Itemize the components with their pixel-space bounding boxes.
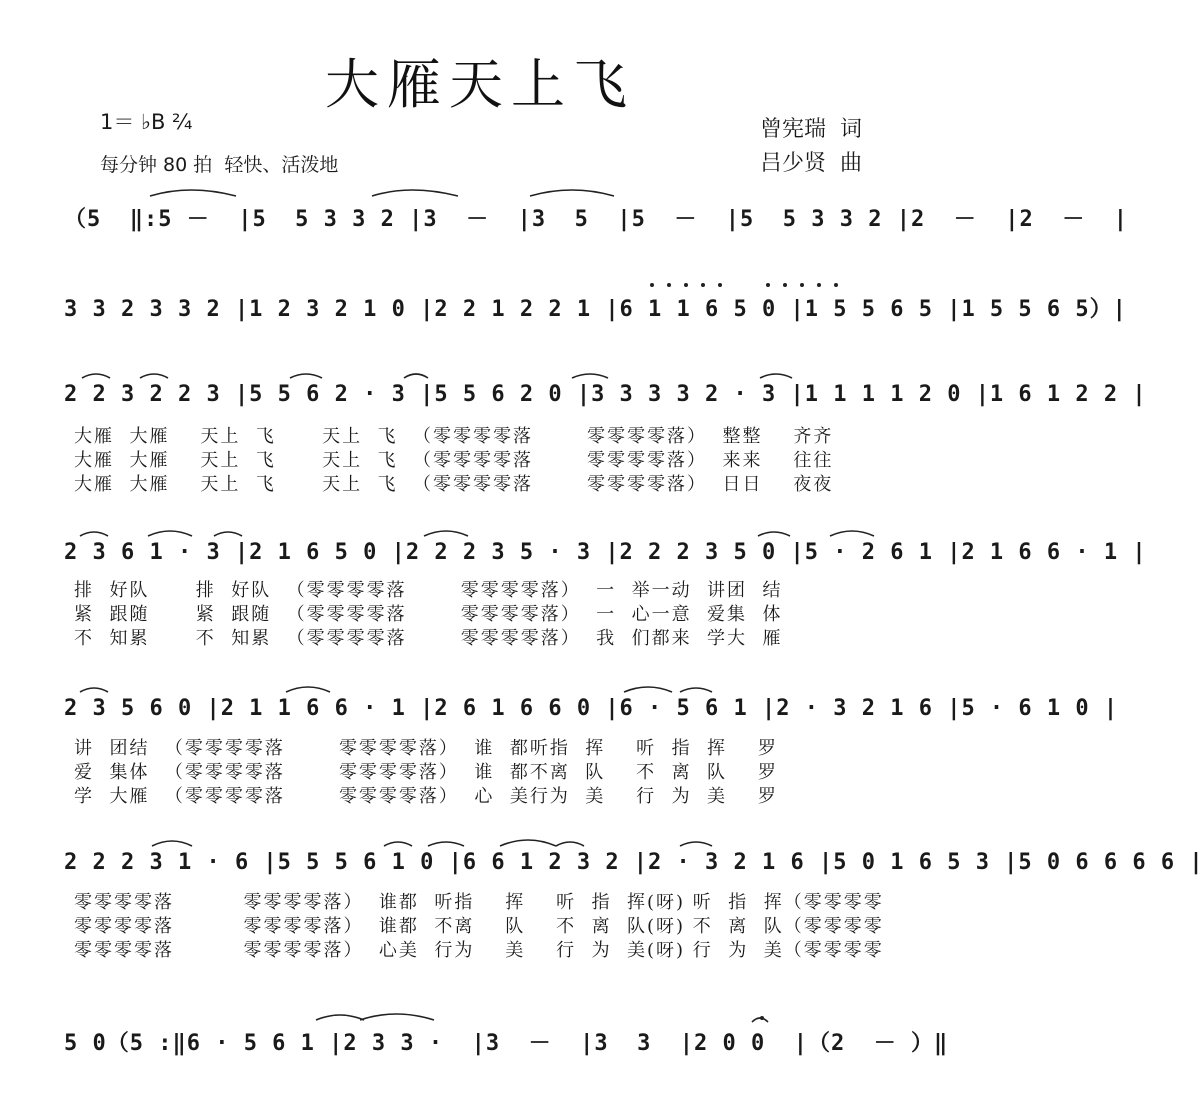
- slur-mark: [152, 841, 192, 846]
- lyricist-credit: 曾宪瑞 词: [760, 117, 862, 142]
- high-octave-dot: [684, 283, 688, 287]
- slur-mark: [572, 374, 608, 378]
- lyric-line: 排 好队 排 好队 （零零零零落 零零零零落） 一 举一动 讲团 结: [74, 580, 783, 601]
- slur-mark: [82, 374, 110, 378]
- song-title: 大雁天上飞: [325, 53, 635, 116]
- lyric-line: 学 大雁 （零零零零落 零零零零落） 心 美行为 美 行 为 美 罗: [74, 786, 778, 807]
- high-octave-dot: [701, 283, 705, 287]
- high-octave-dot: [718, 283, 722, 287]
- notation-line: （5 ‖:5 － |5 5 3 3 2 |3 － |3 5 |5 － |5 5 3 3 2 |2 － |2 － |: [64, 207, 1128, 232]
- lyric-line: 大雁 大雁 天上 飞 天上 飞 （零零零零落 零零零零落） 整整 齐齐: [74, 426, 834, 447]
- slur-mark: [404, 374, 428, 378]
- lyric-line: 讲 团结 （零零零零落 零零零零落） 谁 都听指 挥 听 指 挥 罗: [74, 738, 778, 759]
- notation-line: 2 2 2 3 1 · 6 |5 5 5 6 1 0 |6 6 1 2 3 2 |2 · 3 2 1 6 |5 0 1 6 5 3 |5 0 6 6 6 6 |: [64, 850, 1204, 875]
- slur-mark: [316, 1015, 364, 1020]
- fermata-mark: [752, 1018, 768, 1022]
- slur-mark: [830, 531, 874, 536]
- high-octave-dot: [834, 283, 838, 287]
- slur-mark: [384, 842, 412, 846]
- slur-mark: [424, 531, 468, 536]
- slur-mark: [148, 531, 192, 536]
- notation-line: 2 3 6 1 · 3 |2 1 6 5 0 |2 2 2 3 5 · 3 |2 2 2 3 5 0 |5 · 2 6 1 |2 1 6 6 · 1 |: [64, 540, 1147, 565]
- slur-mark: [760, 374, 792, 378]
- lyric-line: 大雁 大雁 天上 飞 天上 飞 （零零零零落 零零零零落） 来来 往往: [74, 450, 834, 471]
- slur-mark: [680, 842, 712, 846]
- slur-mark: [286, 687, 330, 692]
- high-octave-dot: [817, 283, 821, 287]
- lyric-line: 爱 集体 （零零零零落 零零零零落） 谁 都不离 队 不 离 队 罗: [74, 762, 778, 783]
- high-octave-dot: [667, 283, 671, 287]
- lyric-line: 紧 跟随 紧 跟随 （零零零零落 零零零零落） 一 心一意 爱集 体: [74, 604, 783, 625]
- slur-mark: [500, 840, 556, 846]
- slur-mark: [290, 374, 322, 378]
- lyric-line: 零零零零落 零零零零落） 谁都 听指 挥 听 指 挥(呀) 听 指 挥（零零零零: [74, 892, 884, 913]
- slur-mark: [556, 842, 584, 846]
- tie-mark: [150, 190, 236, 196]
- notation-line: 5 0（5 :‖6 · 5 6 1 |2 3 3 · |3 － |3 3 |2 0 0 |（2 － ）‖: [64, 1031, 949, 1056]
- lyric-line: 大雁 大雁 天上 飞 天上 飞 （零零零零落 零零零零落） 日日 夜夜: [74, 474, 834, 495]
- tie-mark: [372, 190, 458, 196]
- notation-line: 2 3 5 6 0 |2 1 1 6 6 · 1 |2 6 1 6 6 0 |6 · 5 6 1 |2 · 3 2 1 6 |5 · 6 1 0 |: [64, 696, 1119, 721]
- slur-mark: [214, 532, 242, 536]
- slur-mark: [624, 687, 672, 692]
- high-octave-dot: [766, 283, 770, 287]
- notation-line: 3 3 2 3 3 2 |1 2 3 2 1 0 |2 2 1 2 2 1 |6 1 1 6 5 0 |1 5 5 6 5 |1 5 5 6 5）|: [64, 297, 1127, 322]
- tie-mark: [530, 190, 614, 196]
- slur-mark: [758, 532, 790, 536]
- slur-mark: [680, 688, 712, 692]
- high-octave-dot: [783, 283, 787, 287]
- slur-mark: [140, 374, 168, 378]
- fermata-dot: [760, 1016, 764, 1020]
- slur-mark: [428, 842, 464, 846]
- key-signature: 1＝ ♭B ²⁄₄: [100, 110, 193, 134]
- lyric-line: 零零零零落 零零零零落） 谁都 不离 队 不 离 队(呀) 不 离 队（零零零零: [74, 916, 884, 937]
- high-octave-dot: [800, 283, 804, 287]
- high-octave-dot: [650, 283, 654, 287]
- notation-line: 2 2 3 2 2 3 |5 5 6 2 · 3 |5 5 6 2 0 |3 3 3 3 2 · 3 |1 1 1 1 2 0 |1 6 1 2 2 |: [64, 382, 1147, 407]
- lyric-line: 不 知累 不 知累 （零零零零落 零零零零落） 我 们都来 学大 雁: [74, 628, 783, 649]
- slur-mark: [80, 688, 108, 692]
- slur-mark: [80, 532, 108, 536]
- composer-credit: 吕少贤 曲: [760, 151, 862, 176]
- tie-mark: [360, 1014, 434, 1020]
- tempo-marking: 每分钟 80 拍 轻快、活泼地: [100, 154, 339, 176]
- lyric-line: 零零零零落 零零零零落） 心美 行为 美 行 为 美(呀) 行 为 美（零零零零: [74, 940, 884, 961]
